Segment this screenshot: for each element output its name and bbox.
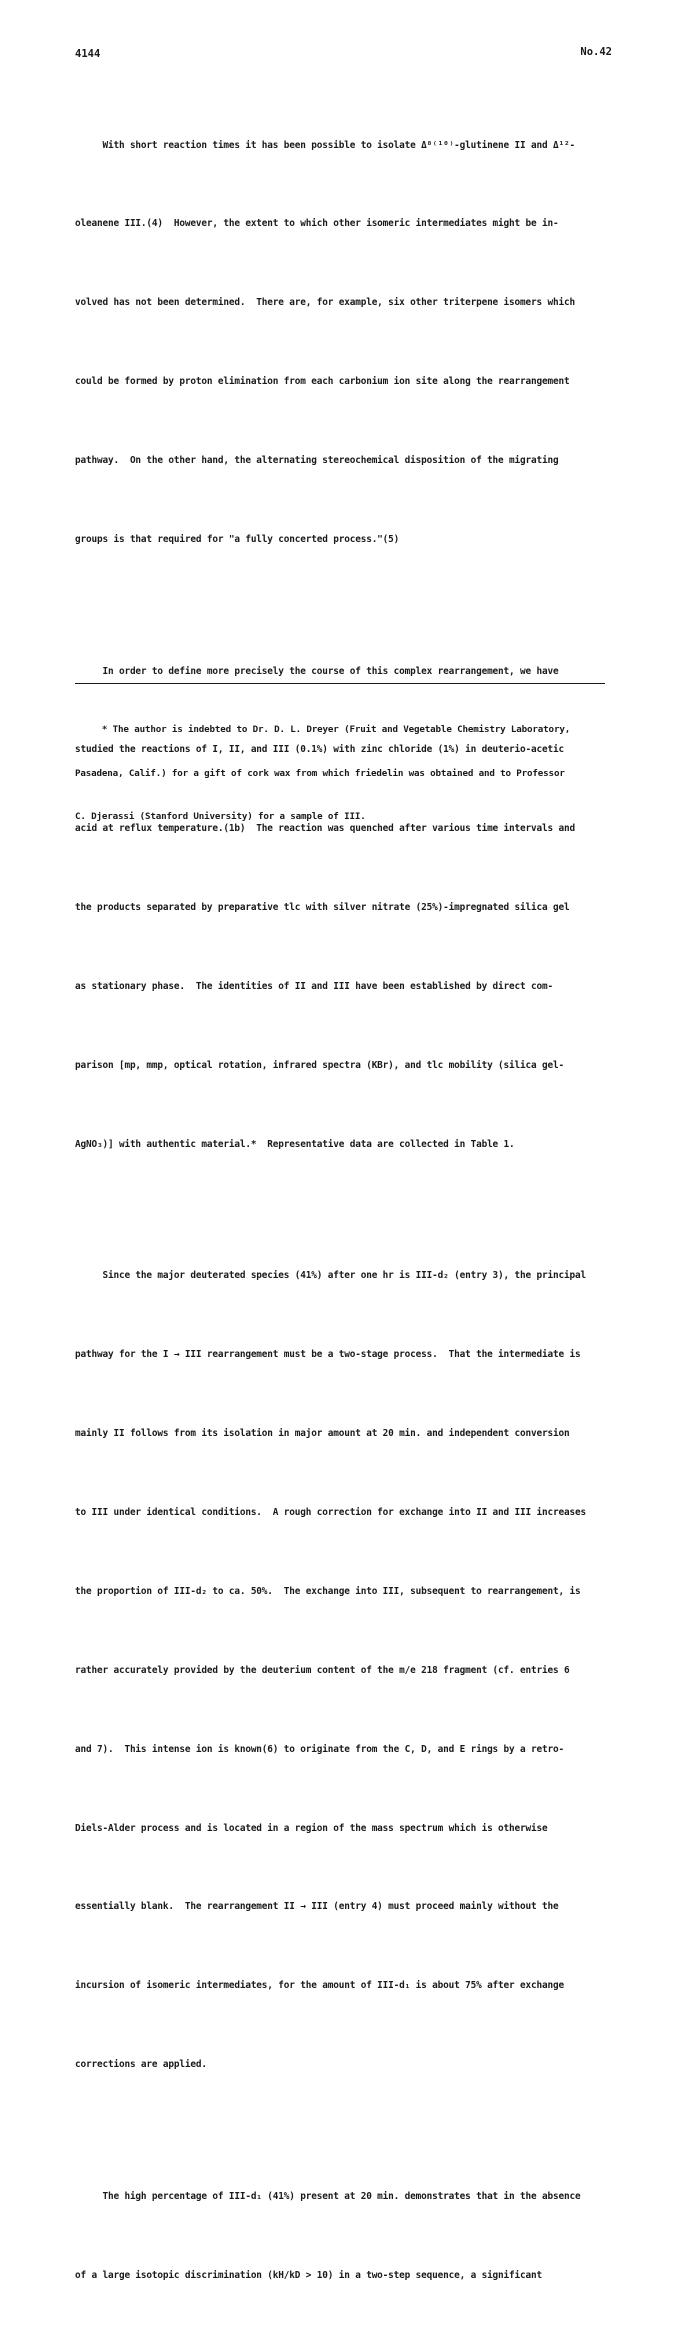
footnote-line: Pasadena, Calif.) for a gift of cork wax from which friedelin was obtained and to Professor [75,767,565,779]
text-line: With short reaction times it has been possible to isolate Δ⁸⁽¹⁰⁾-glutinene II and Δ¹²- [75,139,575,151]
footnote-divider [75,683,605,684]
text-line: the products separated by preparative tlc with silver nitrate (25%)-impregnated silica gel [75,902,570,914]
text-line: Diels-Alder process and is located in a region of the mass spectrum which is otherwise [75,1822,548,1834]
text-line: incursion of isomeric intermediates, for the amount of III-d₁ is about 75% after exchange [75,1980,564,1992]
paragraph-discussion [75,2131,615,2341]
text-line: mainly II follows from its isolation in major amount at 20 min. and independent conversion [75,1428,570,1440]
text-line: as stationary phase. The identities of II and III have been established by direct com- [75,981,553,993]
text-line: of a large isotopic discrimination (kH/kD > 10) in a two-step sequence, a significant [75,2269,543,2281]
text-line: the proportion of III-d₂ to ca. 50%. The exchange into III, subsequent to rearrangement, is [75,1585,581,1597]
text-line: groups is that required for "a fully concerted process."(5) [75,534,400,546]
text-line: oleanene III.(4) However, the extent to which other isomeric intermediates might be in- [75,218,559,230]
text-line: pathway for the I → III rearrangement must be a two-stage process. That the intermediate is [75,1349,581,1361]
paragraph-isolation [75,80,615,606]
text-line: could be formed by proton elimination from each carbonium ion site along the rearrangement [75,376,570,388]
text-line: and 7). This intense ion is known(6) to originate from the C, D, and E rings by a retro- [75,1743,564,1755]
text-line: AgNO₃)] with authentic material.* Representative data are collected in Table 1. [75,1138,515,1150]
text-line: studied the reactions of I, II, and III (0.1%) with zinc chloride (1%) in deuterio-acetic [75,744,564,756]
text-line: parison [mp, mmp, optical rotation, infrared spectra (KBr), and tlc mobility (silica gel- [75,1059,564,1071]
text-line: rather accurately provided by the deuterium content of the m/e 218 fragment (cf. entries 6 [75,1664,570,1676]
text-line: acid at reflux temperature.(1b) The reaction was quenched after various time intervals and [75,823,575,835]
text-line: volved has not been determined. There are, for example, six other triterpene isomers which [75,297,575,309]
paragraph-results [75,1211,615,2131]
text-line: essentially blank. The rearrangement II → III (entry 4) must proceed mainly without the [75,1901,559,1913]
footnote-line: C. Djerassi (Stanford University) for a sample of III. [75,811,366,822]
journal-issue-number: No.42 [580,46,612,58]
page-number: 4144 [75,48,101,60]
text-line: corrections are applied. [75,2059,207,2071]
footnote-line: * The author is indebted to Dr. D. L. Dreyer (Fruit and Vegetable Chemistry Laboratory, [75,724,571,735]
article-body [75,80,615,2342]
text-line: The high percentage of III-d₁ (41%) present at 20 min. demonstrates that in the absence [75,2190,581,2202]
text-line: pathway. On the other hand, the alternating stereochemical disposition of the migrating [75,455,559,467]
text-line: to III under identical conditions. A rough correction for exchange into II and III increases [75,1507,586,1519]
text-line: Since the major deuterated species (41%) after one hr is III-d₂ (entry 3), the principal [75,1270,586,1282]
footnote [75,694,615,839]
text-line: In order to define more precisely the course of this complex rearrangement, we have [75,665,559,677]
